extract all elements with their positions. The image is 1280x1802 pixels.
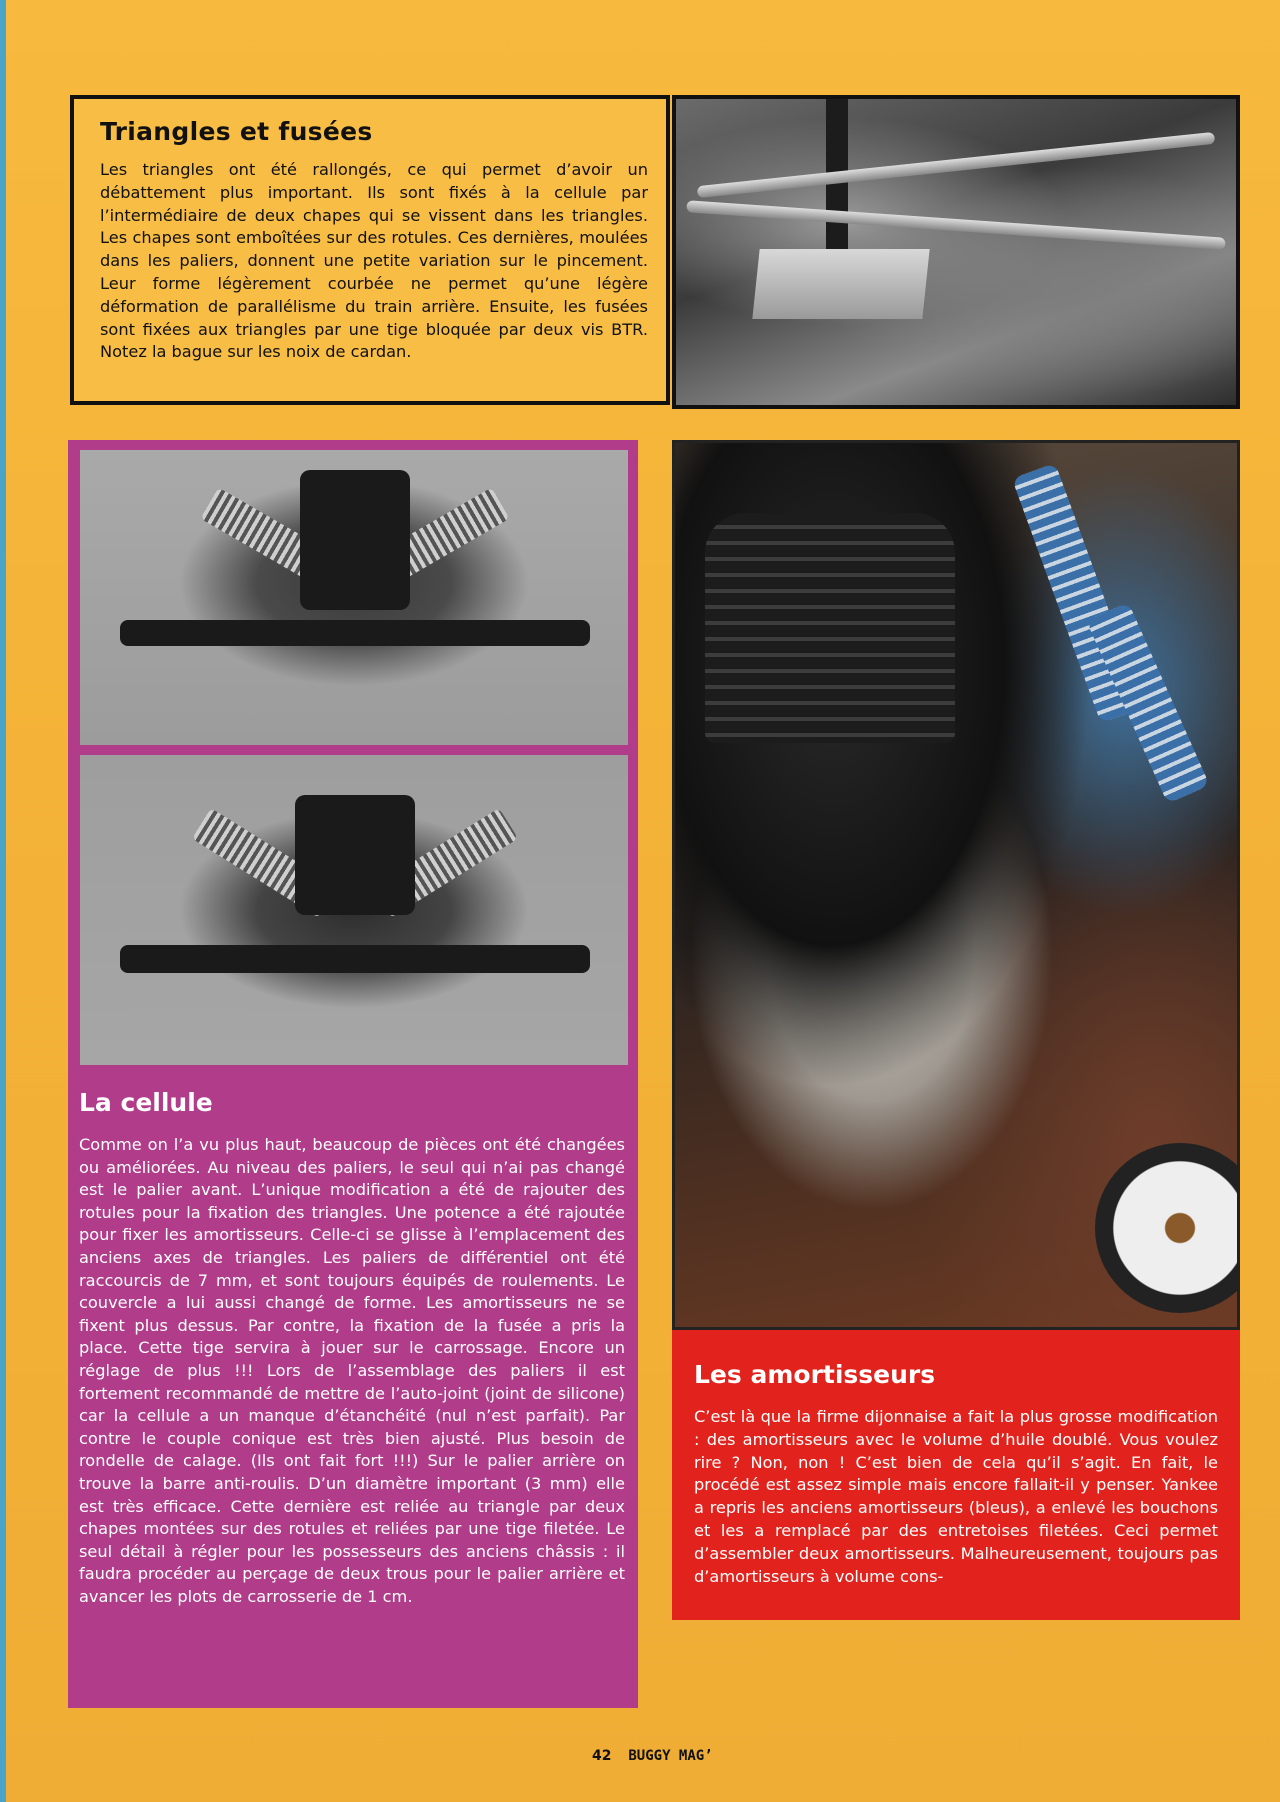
photo-plate [752, 249, 929, 319]
cellule-photo-top [80, 450, 628, 745]
engine-photo [672, 440, 1240, 1330]
photo-wheel [1095, 1143, 1240, 1313]
photo-arm [120, 620, 590, 646]
photo-block [300, 470, 410, 610]
cellule-photo-bottom [80, 755, 628, 1065]
magazine-name: BUGGY MAG’ [628, 1748, 713, 1764]
engine-fins [705, 513, 955, 743]
cellule-body: Comme on l’a vu plus haut, beaucoup de pièces ont été changées ou améliorées. Au niveau des paliers, le seul qui n’ai pas changé est le palier avant. L’unique modification a été de rajouter des rotules pour la fixation des triangles. Une potence a été rajoutée pour fixer les amortisseurs. Celle-ci se glisse à l’emplacement des anciens axes de triangles. Les paliers de différentiel ont été raccourcis de 7 mm, et sont toujours équipés de roulements. Le couvercle a lui aussi changé de forme. Les amortisseurs ne se fixent plus dessus. Par contre, la fixation de la fusée a pris la place. Cette tige servira à jouer sur le carrossage. Encore un réglage de plus !!! Lors de l’assemblage des paliers il est fortement recommandé de mettre de l’auto-joint (joint de silicone) car la cellule a un manque d’étanchéité (nul n’est parfait). Par contre le couple conique est très bien ajusté. Plus besoin de rondelle de calage. (Ils ont fait fort !!!) Sur le palier arrière on trouve la barre anti-roulis. D’un diamètre important (3 mm) elle est très efficace. Cette dernière est reliée au triangle par deux chapes montées sur des rotules et reliées par une tige filetée. Le seul détail à régler pour les possesseurs des anciens châssis : il faudra procéder au perçage de deux trous pour le palier arrière et avancer les plots de carrosserie de 1 cm. [79, 1135, 625, 1606]
page-edge [0, 0, 6, 1802]
photo-rod [697, 132, 1215, 198]
page-footer [592, 1748, 713, 1764]
cellule-title: La cellule [79, 1088, 213, 1117]
suspension-photo [672, 95, 1240, 409]
amortisseurs-section [672, 1330, 1240, 1620]
amortisseurs-body: C’est là que la firme dijonnaise a fait la plus grosse modification : des amortisseurs avec le volume d’huile doublé. Vous voulez rire ? Non, non ! C’est bien de cela qu’il s’agit. En fait, le procédé est assez simple mais encore fallait-il y penser. Yankee a repris les anciens amortisseurs (bleus), a enlevé les bouchons et les a remplacé par des entretoises filetées. Ceci permet d’assembler deux amortisseurs. Malheureusement, toujours pas d’amortisseurs à volume cons- [694, 1407, 1218, 1586]
triangles-title: Triangles et fusées [100, 117, 373, 146]
page-number: 42 [592, 1748, 612, 1764]
photo-block [295, 795, 415, 915]
photo-arm [120, 945, 590, 973]
photo-rod [686, 200, 1226, 250]
amortisseurs-title: Les amortisseurs [694, 1360, 936, 1389]
triangles-body: Les triangles ont été rallongés, ce qui permet d’avoir un débattement plus important. Ils sont fixés à la cellule par l’intermédiaire de deux chapes qui se vissent dans les triangles. Les chapes sont emboîtées sur des rotules. Ces dernières, moulées dans les paliers, donnent une petite variation sur le pincement. Leur forme légèrement courbée ne permet qu’une légère déformation de parallélisme du train arrière. Ensuite, les fusées sont fixées aux triangles par une tige bloquée par deux vis BTR. Notez la bague sur les noix de cardan. [100, 160, 648, 362]
triangles-section [70, 95, 670, 405]
